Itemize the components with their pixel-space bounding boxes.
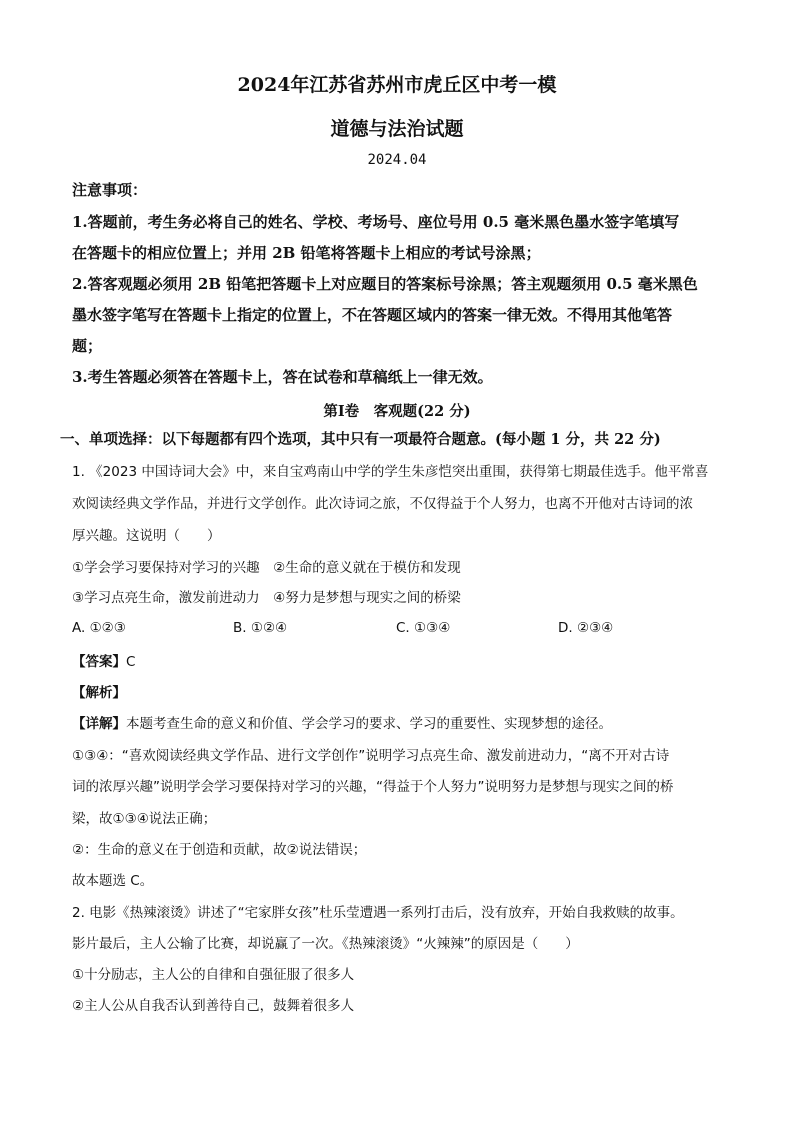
section-instruction: 一、单项选择：以下每题都有四个选项，其中只有一项最符合题意。(每小题 1 分，共 22 分) <box>60 431 661 448</box>
analysis-tag: 【解析】 <box>72 685 126 701</box>
page-subtitle: 道德与法治试题 <box>330 118 464 140</box>
q1-statement: ①学会学习要保持对学习的兴趣 ②生命的意义就在于模仿和发现 <box>72 560 461 576</box>
q1-option-d: D. ②③④ <box>558 620 614 636</box>
q2-statement: ①十分励志，主人公的自律和自强征服了很多人 <box>72 967 355 983</box>
q1-option-c: C. ①③④ <box>396 620 451 636</box>
q1-option-b: B. ①②④ <box>233 620 288 636</box>
q1-detail-line: ②：生命的意义在于创造和贡献，故②说法错误； <box>72 842 367 858</box>
q1-answer <box>72 652 135 672</box>
q1-detail <box>72 714 612 734</box>
notes-line: 在答题卡的相应位置上；并用 2B 铅笔将答题卡上相应的考试号涂黑； <box>72 244 541 262</box>
q2-stem-line: 2. 电影《热辣滚烫》讲述了“宅家胖女孩”杜乐莹遭遇一系列打击后，没有放弃，开始自我救赎的故事。 <box>72 905 684 921</box>
q1-analysis <box>72 683 126 703</box>
q1-stem-line: 厚兴趣。这说明（ ） <box>72 528 221 544</box>
notes-line: 3.考生答题必须答在答题卡上，答在试卷和草稿纸上一律无效。 <box>72 368 493 386</box>
notes-line: 2.答客观题必须用 2B 铅笔把答题卡上对应题目的答案标号涂黑；答主观题须用 0.5 毫米黑色 <box>72 275 698 293</box>
section-heading: 第Ⅰ卷 客观题(22 分) <box>323 403 471 420</box>
q1-statement: ③学习点亮生命，激发前进动力 ④努力是梦想与现实之间的桥梁 <box>72 590 461 606</box>
q1-option-a: A. ①②③ <box>72 620 126 636</box>
q1-stem-line: 欢阅读经典文学作品，并进行文学创作。此次诗词之旅，不仅得益于个人努力，也离不开他对古诗词的浓 <box>72 496 693 512</box>
q1-detail-line: 故本题选 C。 <box>72 873 154 889</box>
answer-value: C <box>126 654 136 670</box>
q1-detail-line: 词的浓厚兴趣”说明学会学习要保持对学习的兴趣，“得益于个人努力”说明努力是梦想与现实之间的桥 <box>72 779 674 795</box>
detail-tag: 【详解】 <box>72 716 126 732</box>
notes-heading: 注意事项： <box>72 181 148 199</box>
q2-stem-line: 影片最后，主人公输了比赛，却说赢了一次。《热辣滚烫》“火辣辣”的原因是（ ） <box>72 936 579 952</box>
page-title: 2024年江苏省苏州市虎丘区中考一模 <box>237 74 557 96</box>
notes-line: 题； <box>72 337 103 355</box>
detail-text: 本题考查生命的意义和价值、学会学习的要求、学习的重要性、实现梦想的途径。 <box>126 716 612 732</box>
q2-statement: ②主人公从自我否认到善待自己，鼓舞着很多人 <box>72 998 355 1014</box>
notes-line: 1.答题前，考生务必将自己的姓名、学校、考场号、座位号用 0.5 毫米黑色墨水签字笔填写 <box>72 213 680 231</box>
q1-detail-line: 梁，故①③④说法正确； <box>72 811 217 827</box>
exam-date: 2024.04 <box>367 152 427 168</box>
notes-line: 墨水签字笔写在答题卡上指定的位置上，不在答题区域内的答案一律无效。不得用其他笔答 <box>72 306 673 324</box>
q1-detail-line: ①③④：“喜欢阅读经典文学作品、进行文学创作”说明学习点亮生命、激发前进动力，“离不开对古诗 <box>72 748 670 764</box>
q1-stem-line: 1. 《2023 中国诗词大会》中，来自宝鸡南山中学的学生朱彦恺突出重围，获得第七期最佳选手。他平常喜 <box>72 464 709 480</box>
answer-tag: 【答案】 <box>72 654 126 670</box>
